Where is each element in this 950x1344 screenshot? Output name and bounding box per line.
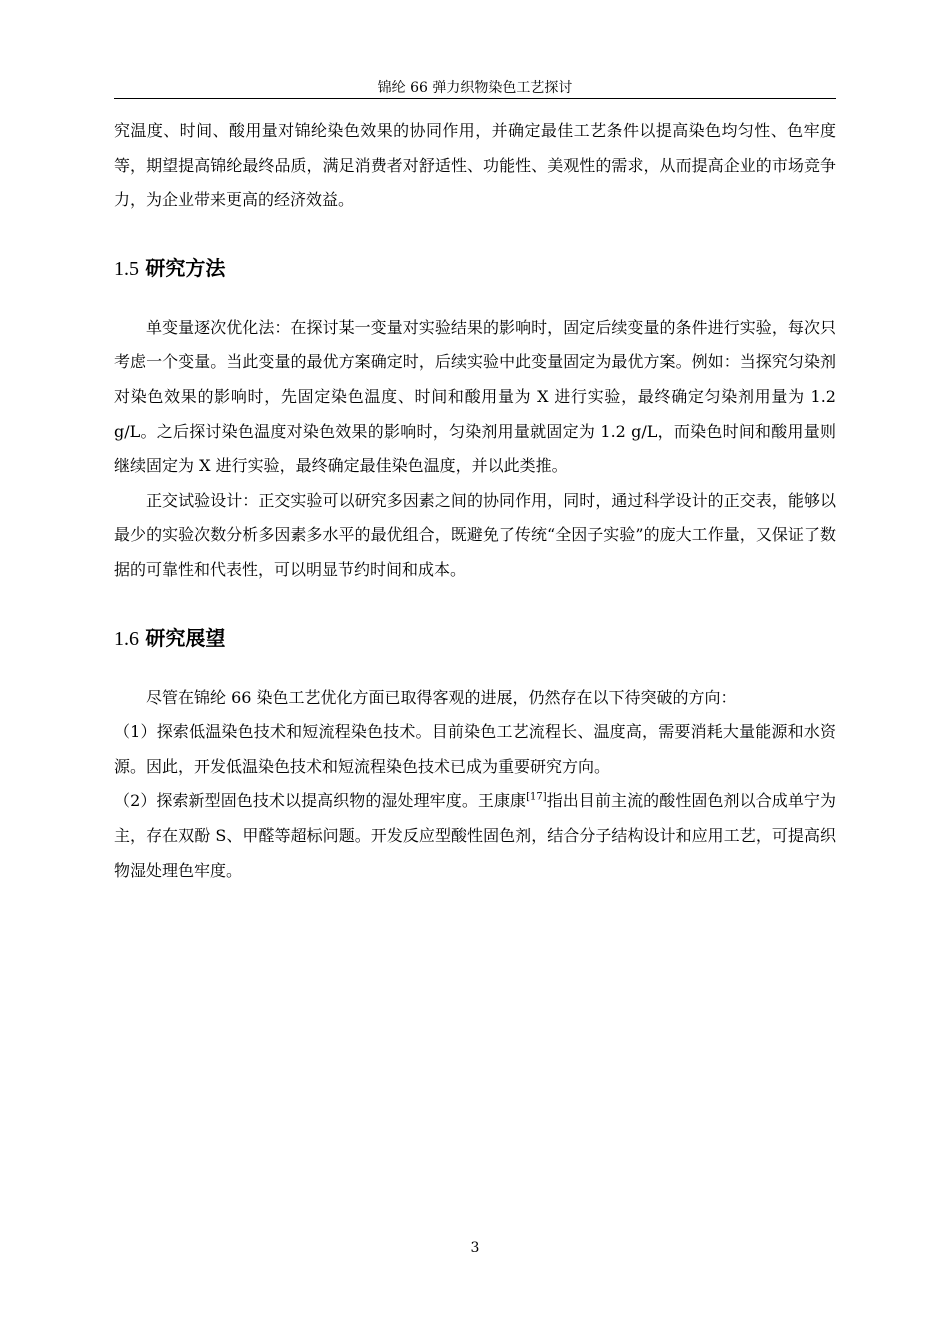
page-number: 3 [470,1240,480,1256]
section-heading-methods [114,254,836,283]
section-title: 研究方法 [145,255,226,280]
page-content [114,114,836,888]
section-number: 1.6 [114,627,139,650]
outlook-item-2-text-after: 指出目前主流的酸性固色剂以合成单宁为主，存在双酚 S、甲醛等超标问题。开发反应型酸性固色剂，结合分子结构设计和应用工艺，可提高织物湿处理色牢度。 [114,791,836,880]
outlook-item-1: （1）探索低温染色技术和短流程染色技术。目前染色工艺流程长、温度高，需要消耗大量能源和水资源。因此，开发低温染色技术和短流程染色技术已成为重要研究方向。 [114,722,836,776]
method-paragraph-orthogonal: 正交试验设计：正交实验可以研究多因素之间的协同作用，同时，通过科学设计的正交表，能够以最少的实验次数分析多因素多水平的最优组合，既避免了传统“全因子实验”的庞大工作量，又保证了数据的可靠性和代表性，可以明显节约时间和成本。 [114,490,836,579]
section-heading-outlook [114,624,836,653]
continuation-paragraph: 究温度、时间、酸用量对锦纶染色效果的协同作用，并确定最佳工艺条件以提高染色均匀性、色牢度等，期望提高锦纶最终品质，满足消费者对舒适性、功能性、美观性的需求，从而提高企业的市场竞争力，为企业带来更高的经济效益。 [114,121,836,210]
citation-marker: [17] [526,791,547,803]
header-rule [114,98,836,99]
method-paragraph-single-variable: 单变量逐次优化法：在探讨某一变量对实验结果的影响时，固定后续变量的条件进行实验，每次只考虑一个变量。当此变量的最优方案确定时，后续实验中此变量固定为最优方案。例如：当探究匀染剂对染色效果的影响时，先固定染色温度、时间和酸用量为 X 进行实验，最终确定匀染剂用量为 1.2 g/L。之后探讨染色温度对染色效果的影响时，匀染剂用量就固定为 1.2 g/L，而染色时间和酸用量则继续固定为 X 进行实验，最终确定最佳染色温度，并以此类推。 [114,317,836,476]
outlook-item-2 [114,784,836,888]
section-title: 研究展望 [145,625,226,650]
section-number: 1.5 [114,257,139,280]
outlook-item-2-text-before: （2）探索新型固色技术以提高织物的湿处理牢度。王康康 [114,791,527,811]
running-header: 锦纶 66 弹力织物染色工艺探讨 [377,80,573,96]
outlook-intro-paragraph: 尽管在锦纶 66 染色工艺优化方面已取得客观的进展，仍然存在以下待突破的方向： [146,687,737,707]
